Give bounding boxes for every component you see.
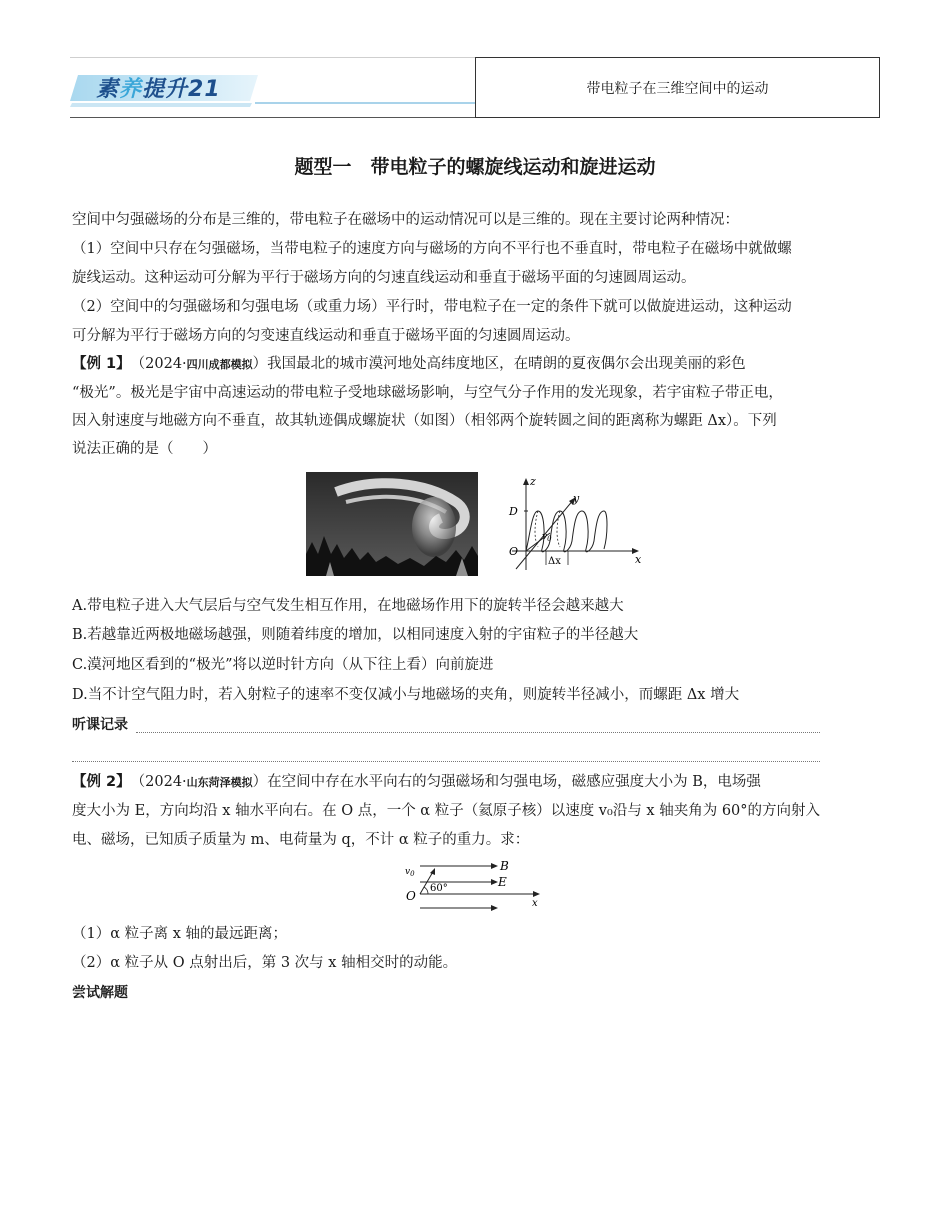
example2-line3: 电、磁场，已知质子质量为 m、电荷量为 q，不计 α 粒子的重力。求： [72, 832, 530, 848]
example2-line1 [72, 768, 880, 797]
helix-path [526, 511, 607, 552]
example1-text1: 我国最北的城市漠河地处高纬度地区，在晴朗的夏夜偶尔会出现美丽的彩色 [267, 356, 746, 372]
case1-line1: （1）空间中只存在匀强磁场，当带电粒子的速度方向与磁场的方向不平行也不垂直时，带电粒子在磁场中就做螺 [72, 241, 792, 257]
E-label: E [498, 875, 507, 889]
notes-label: 听课记录 [72, 717, 128, 733]
example1-label: 【例 1】 [72, 356, 124, 372]
example2-line2: 度大小为 E，方向均沿 x 轴水平向右。在 O 点，一个 α 粒子（氦原子核）以速度 v₀沿与 x 轴夹角为 60°的方向射入 [72, 803, 821, 819]
banner-bottom-line [70, 117, 475, 118]
D-label: D [509, 505, 518, 518]
example1-line4: 说法正确的是（ ） [72, 441, 217, 457]
x-label: x [635, 553, 642, 566]
notes-line-1[interactable] [136, 732, 820, 733]
example2-source: 山东菏泽模拟 [186, 776, 253, 789]
example1-line3: 因入射速度与地磁方向不垂直，故其轨迹偶成螺旋状（如图）（相邻两个旋转圆之间的距离称为螺距 Δx）。下列 [72, 413, 777, 429]
question-2: （2）α 粒子从 O 点射出后，第 3 次与 x 轴相交时的动能。 [72, 955, 458, 971]
option-a: A.带电粒子进入大气层后与空气发生相互作用，在地磁场作用下的旋转半径会越来越大 [72, 598, 624, 614]
v0-label: $v_0$ [542, 532, 552, 543]
example1-source: 四川成都模拟 [186, 358, 253, 371]
section-title: 题型一 带电粒子的螺旋线运动和旋进运动 [294, 156, 656, 178]
example2-label: 【例 2】 [72, 774, 124, 790]
helix-diagram [504, 475, 649, 575]
angle-label: 60° [430, 883, 448, 894]
example2-text1: 在空间中存在水平向右的匀强磁场和匀强电场，磁感应强度大小为 B，电场强 [267, 774, 761, 790]
header-topic [475, 57, 880, 118]
example2-year: （2024· [137, 774, 187, 790]
notes-line-2[interactable] [72, 761, 820, 762]
example1-source-close: ） [252, 356, 268, 372]
attempt-label: 尝试解题 [72, 985, 128, 1001]
option-d: D.当不计空气阻力时，若入射粒子的速率不变仅减小与地磁场的夹角，则旋转半径减小，而螺距 Δx 增大 [72, 687, 740, 703]
topic-text: 带电粒子在三维空间中的运动 [586, 80, 769, 97]
x-axis-label: x [532, 898, 538, 909]
page-header [70, 57, 880, 118]
option-b: B.若越靠近两极地磁场越强，则随着纬度的增加，以相同速度入射的宇宙粒子的半径越大 [72, 627, 639, 643]
example1-line1 [72, 350, 880, 379]
pitch-label: Δx [548, 556, 561, 567]
field-diagram [400, 856, 550, 912]
question-1: （1）α 粒子离 x 轴的最远距离； [72, 926, 288, 942]
example1-year: （2024· [137, 356, 187, 372]
case1-line2: 旋线运动。这种运动可分解为平行于磁场方向的匀速直线运动和垂直于磁场平面的匀速圆周运动。 [72, 270, 696, 286]
example1-line2: “极光”。极光是宇宙中高速运动的带电粒子受地球磁场影响，与空气分子作用的发光现象，若宇宙粒子带正电， [72, 385, 783, 401]
origin-label: O [509, 545, 519, 558]
O-label: O [406, 889, 416, 903]
z-label: z [530, 475, 536, 488]
example2-source-close: ） [252, 774, 268, 790]
section-badge-banner [70, 57, 475, 118]
case2-line2: 可分解为平行于磁场方向的匀变速直线运动和垂直于磁场平面的匀速圆周运动。 [72, 328, 580, 344]
v0-label-text: $v_0$ [405, 867, 415, 878]
badge-title: 素养提升21 [96, 77, 221, 102]
case2-line1: （2）空间中的匀强磁场和匀强电场（或重力场）平行时，带电粒子在一定的条件下就可以做旋进运动，这种运动 [72, 299, 792, 315]
y-label: y [573, 492, 580, 505]
option-c: C.漠河地区看到的“极光”将以逆时针方向（从下往上看）向前旋进 [72, 657, 494, 673]
intro-line: 空间中匀强磁场的分布是三维的，带电粒子在磁场中的运动情况可以是三维的。现在主要讨论两种情况： [72, 212, 739, 228]
B-label: B [500, 859, 509, 873]
aurora-photo [306, 472, 478, 576]
